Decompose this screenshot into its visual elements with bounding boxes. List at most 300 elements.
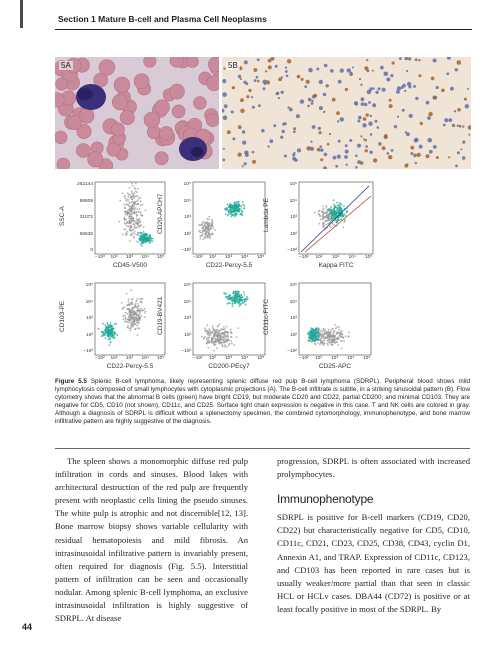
event-dot: [226, 326, 228, 328]
event-dot: [209, 237, 211, 239]
marrow-cell: [292, 157, 296, 161]
red-blood-cell: [88, 152, 103, 167]
marrow-cell: [443, 124, 446, 127]
marrow-cell: [338, 140, 341, 143]
event-dot: [130, 201, 132, 203]
event-dot: [324, 220, 326, 222]
event-dot: [215, 335, 217, 337]
event-dot: [324, 340, 326, 342]
marrow-cell: [389, 104, 393, 108]
marrow-cell: [340, 117, 344, 121]
event-dot: [226, 346, 228, 348]
marrow-cell: [366, 113, 369, 116]
event-dot: [236, 201, 238, 203]
event-dot: [223, 342, 225, 344]
event-dot: [138, 197, 140, 199]
body-paragraph: SDRPL is positive for B-cell markers (CD19, CD20, CD22) but characteristically negative for CD5, CD10, CD11c, CD21, CD23, CD25, CD38, CD43, cyclin D1, Annexin A1, and TRAP. Expression of CD11c, CD123, and CD103 has been reported in rare cases but is usually weaker/more partial than that seen in classic HCL or HCLv cases. DBA44 (CD72) is positive or at least focally positive in most of the SDRPL. By: [277, 512, 470, 614]
marrow-cell: [392, 61, 395, 64]
event-dot: [132, 232, 134, 234]
x-tick-label: 10⁴: [141, 255, 149, 260]
event-dot: [133, 324, 135, 326]
panel-a-blood-smear: [55, 57, 219, 169]
event-dot: [226, 338, 228, 340]
event-dot: [327, 336, 329, 338]
event-dot: [239, 303, 241, 305]
event-dot: [330, 336, 332, 338]
marrow-cell: [336, 111, 340, 115]
event-dot: [317, 342, 319, 344]
event-dot: [210, 227, 212, 229]
event-dot: [239, 305, 241, 307]
panel-f-flow-plot: [59, 283, 165, 370]
event-dot: [140, 232, 142, 234]
marrow-cell: [252, 106, 255, 109]
event-dot: [238, 293, 240, 295]
flow-scatter: [95, 182, 165, 254]
marrow-cell: [360, 84, 362, 86]
x-tick-label: 10³: [331, 356, 338, 361]
event-dot: [139, 218, 141, 220]
red-blood-cell: [206, 113, 219, 126]
event-dot: [146, 234, 148, 236]
event-dot: [243, 208, 245, 210]
event-dot: [132, 193, 134, 195]
event-dot: [238, 211, 240, 213]
event-dot: [133, 212, 135, 214]
marrow-cell: [436, 156, 439, 159]
event-dot: [232, 205, 234, 207]
event-dot: [331, 215, 333, 217]
x-tick-label: 10⁵: [157, 255, 165, 260]
marrow-cell: [251, 96, 253, 98]
marrow-cell: [337, 155, 341, 159]
flow-scatter: [193, 182, 265, 254]
event-dot: [236, 207, 238, 209]
section-title: Section 1 Mature B-cell and Plasma Cell Neoplasms: [58, 14, 267, 24]
event-dot: [212, 325, 214, 327]
marrow-cell: [382, 146, 386, 150]
marrow-cell: [448, 118, 452, 122]
event-dot: [136, 322, 138, 324]
event-dot: [329, 225, 331, 227]
event-dot: [323, 227, 325, 229]
event-dot: [136, 300, 138, 302]
marrow-cell: [426, 154, 430, 158]
x-tick-label: −10²: [299, 255, 309, 260]
y-tick-label: 10³: [184, 215, 191, 220]
event-dot: [315, 340, 317, 342]
event-dot: [334, 339, 336, 341]
event-dot: [334, 324, 336, 326]
event-dot: [136, 241, 138, 243]
marrow-cell: [292, 153, 295, 156]
marrow-cell: [350, 72, 353, 75]
marrow-cell: [269, 139, 273, 143]
marrow-cell: [232, 137, 235, 140]
event-dot: [135, 227, 137, 229]
marrow-cell: [372, 70, 374, 72]
x-tick-label: −10³: [95, 255, 105, 260]
event-dot: [331, 339, 333, 341]
event-dot: [307, 333, 309, 335]
event-dot: [231, 296, 233, 298]
event-dot: [129, 314, 131, 316]
marrow-cell: [242, 165, 244, 167]
marrow-cell: [257, 80, 260, 83]
event-dot: [128, 298, 130, 300]
red-blood-cell: [155, 100, 170, 115]
event-dot: [309, 331, 311, 333]
event-dot: [238, 291, 240, 293]
event-dot: [339, 202, 341, 204]
marrow-cell: [320, 158, 323, 161]
event-dot: [218, 333, 220, 335]
event-dot: [239, 213, 241, 215]
event-dot: [234, 213, 236, 215]
event-dot: [122, 315, 124, 317]
event-dot: [129, 194, 131, 196]
event-dot: [128, 226, 130, 228]
event-dot: [345, 215, 347, 217]
event-dot: [340, 336, 342, 338]
event-dot: [323, 223, 325, 225]
x-tick-label: 10³: [225, 255, 232, 260]
event-dot: [220, 337, 222, 339]
event-dot: [228, 211, 230, 213]
event-dot: [131, 207, 133, 209]
event-dot: [336, 221, 338, 223]
event-dot: [325, 332, 327, 334]
marrow-cell: [361, 102, 365, 106]
event-dot: [132, 201, 134, 203]
event-dot: [326, 343, 328, 345]
event-dot: [219, 323, 221, 325]
red-blood-cell: [144, 57, 156, 67]
event-dot: [140, 200, 142, 202]
event-dot: [198, 224, 200, 226]
event-dot: [139, 317, 141, 319]
event-dot: [223, 340, 225, 342]
marrow-cell: [382, 88, 386, 92]
y-tick-label: −10²: [287, 248, 297, 253]
event-dot: [134, 220, 136, 222]
marrow-cell: [240, 98, 244, 102]
event-dot: [141, 238, 143, 240]
event-dot: [134, 305, 136, 307]
marrow-cell: [301, 78, 304, 81]
event-dot: [202, 222, 204, 224]
event-dot: [139, 211, 141, 213]
marrow-cell: [324, 153, 328, 157]
marrow-cell: [293, 127, 296, 130]
event-dot: [110, 322, 112, 324]
event-dot: [338, 210, 340, 212]
marrow-cell: [329, 133, 331, 135]
y-tick-label: 10²: [290, 332, 297, 338]
event-dot: [328, 218, 330, 220]
event-dot: [322, 219, 324, 221]
marrow-cell: [462, 125, 464, 127]
event-dot: [236, 295, 238, 297]
x-tick-label: 10³: [110, 255, 118, 260]
marrow-cell: [444, 118, 448, 122]
event-dot: [234, 205, 236, 207]
y-tick-label: 10²: [290, 231, 297, 237]
y-tick-label: 10³: [86, 316, 93, 321]
event-dot: [338, 329, 340, 331]
marrow-cell: [370, 115, 372, 117]
marrow-cell: [370, 133, 373, 136]
event-dot: [129, 240, 131, 242]
event-dot: [111, 332, 113, 334]
event-dot: [125, 318, 127, 320]
event-dot: [137, 195, 139, 197]
event-dot: [220, 339, 222, 341]
red-blood-cell: [120, 110, 134, 124]
event-dot: [335, 327, 337, 329]
x-tick-label: 10⁴: [241, 255, 249, 260]
event-dot: [327, 344, 329, 346]
event-dot: [334, 330, 336, 332]
event-dot: [137, 327, 139, 329]
y-tick-label: 10⁴: [85, 299, 93, 305]
event-dot: [338, 326, 340, 328]
event-dot: [331, 341, 333, 343]
y-axis-label: SSC-A: [59, 206, 66, 226]
marrow-cell: [242, 130, 245, 133]
y-tick-label: 65536: [79, 231, 93, 237]
event-dot: [212, 222, 214, 224]
event-dot: [142, 234, 144, 236]
marrow-cell: [415, 97, 418, 100]
event-dot: [124, 321, 126, 323]
x-tick-label: 10³: [126, 255, 133, 260]
event-dot: [228, 340, 230, 342]
marrow-cell: [418, 59, 420, 61]
event-dot: [207, 347, 209, 349]
marrow-cell: [333, 156, 337, 160]
event-dot: [342, 336, 344, 338]
event-dot: [206, 324, 208, 326]
event-dot: [241, 210, 243, 212]
event-dot: [211, 233, 213, 235]
event-dot: [326, 207, 328, 209]
event-dot: [211, 332, 213, 334]
event-dot: [310, 327, 312, 329]
marrow-cell: [254, 79, 257, 82]
flow-scatter: [299, 182, 373, 254]
event-dot: [124, 204, 126, 206]
y-tick-label: 10⁴: [183, 299, 191, 305]
event-dot: [343, 205, 345, 207]
event-dot: [221, 344, 223, 346]
marrow-cell: [399, 57, 402, 60]
marrow-cell: [380, 66, 384, 70]
event-dot: [134, 188, 136, 190]
event-dot: [224, 346, 226, 348]
event-dot: [128, 301, 130, 303]
event-dot: [134, 225, 136, 227]
event-dot: [233, 291, 235, 293]
event-dot: [207, 341, 209, 343]
event-dot: [140, 243, 142, 245]
marrow-cell: [362, 123, 366, 127]
marrow-cell: [265, 70, 267, 72]
event-dot: [219, 339, 221, 341]
event-dot: [208, 218, 210, 220]
marrow-cell: [345, 88, 348, 91]
event-dot: [337, 344, 339, 346]
marrow-cell: [308, 68, 313, 73]
marrow-cell: [352, 67, 354, 69]
event-dot: [228, 296, 230, 298]
event-dot: [138, 323, 140, 325]
marrow-cell: [415, 58, 418, 61]
marrow-cell: [413, 154, 417, 158]
marrow-cell: [418, 74, 421, 77]
event-dot: [227, 303, 229, 305]
event-dot: [240, 294, 242, 296]
event-dot: [128, 218, 130, 220]
event-dot: [334, 207, 336, 209]
marrow-cell: [460, 148, 462, 150]
event-dot: [123, 218, 125, 220]
event-dot: [209, 235, 211, 237]
y-tick-label: 10⁵: [289, 182, 297, 187]
event-dot: [335, 342, 337, 344]
marrow-cell: [357, 160, 361, 164]
event-dot: [204, 222, 206, 224]
y-axis-label: Lambda PE: [263, 198, 270, 233]
marrow-cell: [267, 145, 269, 147]
event-dot: [126, 293, 128, 295]
panel-d-flow-plot: [157, 182, 265, 269]
panel-h-flow-plot: [263, 283, 371, 370]
x-tick-label: 10⁴: [241, 356, 249, 361]
event-dot: [122, 307, 124, 309]
marrow-cell: [404, 90, 406, 92]
event-dot: [348, 335, 350, 337]
marrow-cell: [224, 104, 228, 108]
event-dot: [131, 325, 133, 327]
event-dot: [205, 225, 207, 227]
event-dot: [207, 222, 209, 224]
x-axis-label: Kappa FITC: [318, 262, 354, 269]
event-dot: [136, 218, 138, 220]
x-axis-label: CD25-APC: [318, 363, 352, 370]
event-dot: [211, 224, 213, 226]
marrow-cell: [323, 111, 325, 113]
event-dot: [321, 337, 323, 339]
y-tick-label: 0: [90, 248, 93, 253]
event-dot: [242, 299, 244, 301]
marrow-cell: [394, 125, 397, 128]
event-dot: [127, 319, 129, 321]
event-dot: [330, 206, 332, 208]
marrow-cell: [372, 103, 376, 107]
marrow-cell: [240, 78, 242, 80]
event-dot: [127, 200, 129, 202]
running-header: [0, 0, 500, 32]
red-blood-cell: [76, 144, 90, 158]
event-dot: [200, 232, 202, 234]
marrow-cell: [306, 80, 310, 84]
marrow-cell: [429, 150, 433, 154]
event-dot: [327, 223, 329, 225]
marrow-cell: [459, 125, 462, 128]
event-dot: [219, 330, 221, 332]
marrow-cell: [408, 57, 411, 60]
event-dot: [137, 232, 139, 234]
red-blood-cell: [56, 78, 68, 90]
event-dot: [129, 230, 131, 232]
event-dot: [137, 298, 139, 300]
event-dot: [234, 299, 236, 301]
event-dot: [230, 329, 232, 331]
marrow-cell: [365, 149, 368, 152]
marrow-cell: [397, 116, 399, 118]
event-dot: [223, 326, 225, 328]
marrow-cell: [384, 135, 388, 139]
event-dot: [326, 205, 328, 207]
marrow-cell: [366, 59, 368, 61]
event-dot: [140, 310, 142, 312]
marrow-cell: [408, 85, 411, 88]
event-dot: [107, 326, 109, 328]
event-dot: [139, 208, 141, 210]
event-dot: [208, 232, 210, 234]
event-dot: [135, 303, 137, 305]
marrow-cell: [346, 164, 348, 166]
event-dot: [123, 229, 125, 231]
x-tick-label: 10³: [225, 356, 232, 361]
marrow-cell: [359, 78, 361, 80]
y-axis-label: CD19-BV421: [157, 296, 164, 335]
y-tick-label: −10²: [181, 349, 191, 354]
event-dot: [235, 297, 237, 299]
event-dot: [122, 234, 124, 236]
event-dot: [319, 210, 321, 212]
event-dot: [213, 350, 215, 352]
marrow-cell: [414, 138, 418, 142]
y-axis-label: CD11c-FITC: [263, 299, 270, 335]
event-dot: [116, 334, 118, 336]
event-dot: [320, 219, 322, 221]
red-blood-cell: [55, 131, 67, 144]
event-dot: [312, 337, 314, 339]
x-axis-label: CD22-Percy-5.5: [106, 363, 154, 370]
event-dot: [241, 296, 243, 298]
event-dot: [130, 289, 132, 291]
event-dot: [216, 347, 218, 349]
event-dot: [328, 214, 330, 216]
event-dot: [201, 235, 203, 237]
event-dot: [323, 216, 325, 218]
marrow-cell: [409, 114, 413, 118]
left-column: [55, 455, 248, 625]
x-tick-label: 10⁵: [365, 255, 373, 260]
event-dot: [131, 317, 133, 319]
marrow-cell: [257, 58, 260, 61]
event-dot: [236, 336, 238, 338]
marrow-cell: [457, 60, 462, 65]
event-dot: [102, 334, 104, 336]
event-dot: [333, 335, 335, 337]
event-dot: [129, 320, 131, 322]
event-dot: [343, 340, 345, 342]
event-dot: [244, 301, 246, 303]
event-dot: [136, 214, 138, 216]
